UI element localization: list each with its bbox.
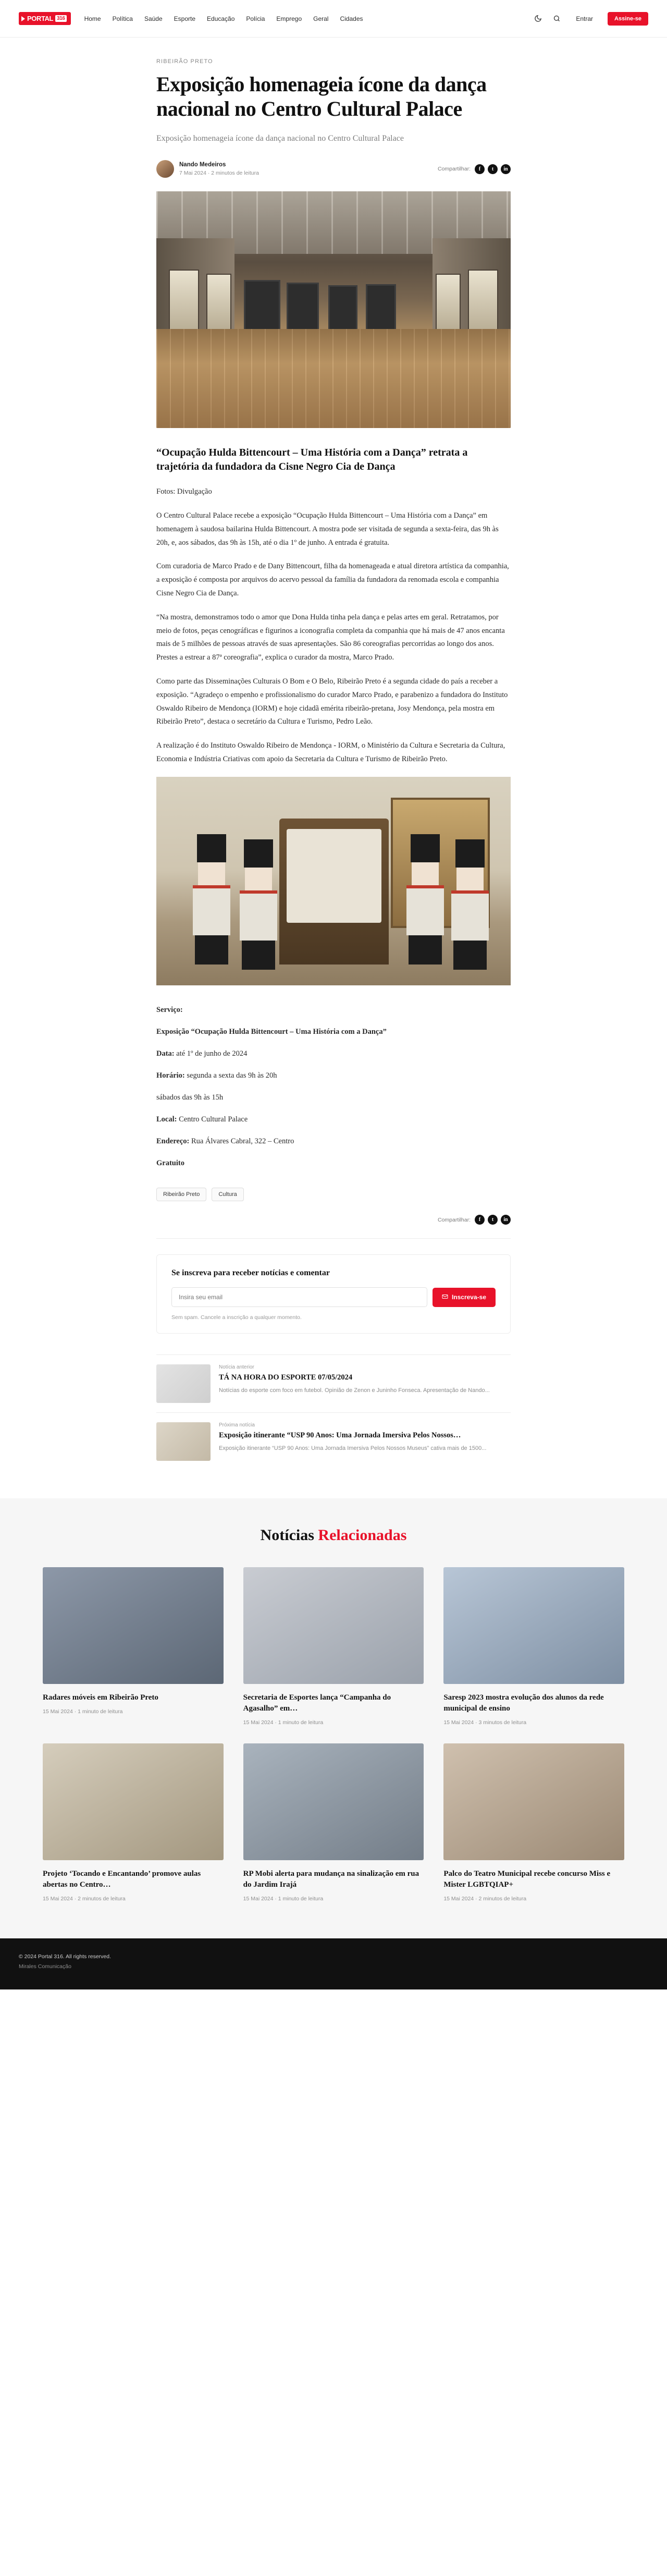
email-field[interactable] bbox=[171, 1287, 427, 1307]
article-kicker: RIBEIRÃO PRETO bbox=[156, 58, 213, 65]
article-subhead: “Ocupação Hulda Bittencourt – Uma História com a Dança” retrata a trajetória da fundadora da Cisne Negro Cia de Dança bbox=[156, 447, 468, 473]
hero-illustration bbox=[156, 191, 511, 428]
article-main bbox=[156, 38, 511, 1470]
photo-credit: Fotos: Divulgação bbox=[156, 487, 212, 496]
next-article-title: Exposição itinerante “USP 90 Anos: Uma Jornada Imersiva Pelos Nossos… bbox=[219, 1431, 461, 1440]
related-card-thumb bbox=[43, 1743, 224, 1860]
article-paragraph: Como parte das Disseminações Culturais O Bom e O Belo, Ribeirão Preto é a segunda cidade do país a receber a exposição. “Agradeço o empenho e profissionalismo do curador Marco Prado, e parabenizo a fundadora do Instituto Oswaldo Ribeiro de Mendonça (IORM) e hoje cidadã emérita ribeirão-pretana, Josy Mendonça, pela mostra em Ribeirão Preto”, destaca o secretário da Cultura e Turismo, Pedro Leão. bbox=[156, 677, 508, 726]
related-card-thumb bbox=[443, 1567, 624, 1684]
prev-article-label: Notícia anterior bbox=[219, 1364, 254, 1371]
article-paragraph: “Na mostra, demonstramos todo o amor que Dona Hulda tinha pela dança e pelas artes em geral. Retratamos, por meio de fotos, peças cenográficas e figurinos a iconografia completa da companhia que há mais de 47 anos encanta mais de 5 milhões de pessoas através de suas apresentações. São 86 coreografias percorridas ao longo dos anos. Prestes a estrear a 87ª coreografia”, explica o curador da mostra, Marco Prado. bbox=[156, 613, 505, 662]
login-link[interactable]: Entrar bbox=[576, 15, 594, 22]
related-heading-part2: Relacionadas bbox=[318, 1527, 407, 1544]
play-arrow-icon bbox=[21, 16, 25, 21]
tag-item[interactable]: Cultura bbox=[212, 1188, 243, 1201]
related-card-meta: 15 Mai 2024 · 2 minutos de leitura bbox=[443, 1896, 527, 1902]
share-bottom bbox=[156, 1215, 511, 1239]
footer-credit: Mirales Comunicação bbox=[19, 1963, 71, 1970]
related-card-meta: 15 Mai 2024 · 2 minutos de leitura bbox=[43, 1896, 126, 1902]
service-label: Endereço: bbox=[156, 1137, 190, 1146]
service-value: sábados das 9h às 15h bbox=[156, 1093, 224, 1102]
twitter-icon[interactable]: t bbox=[488, 1215, 498, 1225]
subscribe-newsletter-button[interactable] bbox=[433, 1288, 496, 1307]
copyright-text: © 2024 Portal 316. All rights reserved. bbox=[19, 1954, 111, 1960]
service-line bbox=[156, 1113, 511, 1126]
related-card-meta: 15 Mai 2024 · 1 minuto de leitura bbox=[243, 1896, 324, 1902]
page-title: Exposição homenageia ícone da dança nacional no Centro Cultural Palace bbox=[156, 72, 487, 121]
related-card-meta: 15 Mai 2024 · 3 minutos de leitura bbox=[443, 1719, 527, 1726]
prev-article-title: TÁ NA HORA DO ESPORTE 07/05/2024 bbox=[219, 1373, 353, 1382]
prev-article-thumb bbox=[156, 1364, 211, 1403]
header-actions bbox=[533, 12, 648, 26]
service-label: Data: bbox=[156, 1049, 175, 1058]
service-value: Rua Álvares Cabral, 322 – Centro bbox=[189, 1137, 294, 1146]
nav-item-geral[interactable]: Geral bbox=[313, 15, 329, 22]
newsletter-button-label: Inscreva-se bbox=[451, 1293, 486, 1301]
related-card-title: Projeto ‘Tocando e Encantando’ promove aulas abertas no Centro… bbox=[43, 1870, 201, 1889]
service-line bbox=[156, 1156, 511, 1170]
service-line bbox=[156, 1047, 511, 1060]
related-card-title: RP Mobi alerta para mudança na sinalização em rua do Jardim Irajá bbox=[243, 1870, 419, 1889]
next-article-thumb bbox=[156, 1422, 211, 1461]
nav-item-cidades[interactable]: Cidades bbox=[340, 15, 363, 22]
related-card-meta: 15 Mai 2024 · 1 minuto de leitura bbox=[43, 1708, 123, 1715]
related-card-title: Secretaria de Esportes lança “Campanha do Agasalho” em… bbox=[243, 1693, 391, 1713]
service-label: Exposição “Ocupação Hulda Bittencourt – Uma História com a Dança” bbox=[156, 1027, 387, 1036]
related-card[interactable] bbox=[443, 1567, 624, 1726]
related-card-thumb bbox=[443, 1743, 624, 1860]
share-top bbox=[438, 164, 511, 174]
article-paragraph: A realização é do Instituto Oswaldo Ribeiro de Mendonça - IORM, o Ministério da Cultura e Secretaria da Cultura, Economia e Indústria Criativas com apoio da Secretaria da Cultura e Turismo de Ribeirão Preto. bbox=[156, 741, 505, 763]
next-article-label: Próxima notícia bbox=[219, 1422, 255, 1429]
related-card-thumb bbox=[43, 1567, 224, 1684]
nav-item-policia[interactable]: Polícia bbox=[246, 15, 265, 22]
article-image-2 bbox=[156, 777, 511, 985]
related-section bbox=[0, 1498, 667, 1938]
related-card[interactable] bbox=[243, 1567, 424, 1726]
hero-image bbox=[156, 191, 511, 428]
service-label: Gratuito bbox=[156, 1159, 184, 1168]
nav-item-educacao[interactable]: Educação bbox=[207, 15, 235, 22]
logo-number: 316 bbox=[55, 15, 67, 22]
service-label: Local: bbox=[156, 1115, 177, 1124]
related-card[interactable] bbox=[43, 1567, 224, 1726]
related-card-thumb bbox=[243, 1567, 424, 1684]
service-label: Horário: bbox=[156, 1071, 185, 1080]
related-heading bbox=[43, 1527, 624, 1544]
byline bbox=[156, 160, 511, 178]
service-label: Serviço: bbox=[156, 1005, 183, 1014]
avatar bbox=[156, 160, 174, 178]
service-value: Centro Cultural Palace bbox=[177, 1115, 248, 1124]
related-card[interactable] bbox=[243, 1743, 424, 1902]
service-line bbox=[156, 1069, 511, 1082]
subscribe-button[interactable]: Assine-se bbox=[608, 12, 648, 26]
service-value: até 1º de junho de 2024 bbox=[174, 1049, 248, 1058]
newsletter-note: Sem spam. Cancele a inscrição a qualquer momento. bbox=[171, 1314, 302, 1321]
linkedin-icon[interactable]: in bbox=[501, 164, 511, 174]
related-heading-part1: Notícias bbox=[260, 1527, 318, 1544]
share-label: Compartilhar: bbox=[437, 1216, 471, 1223]
service-line bbox=[156, 1091, 511, 1104]
next-article-link[interactable] bbox=[156, 1412, 511, 1470]
service-line bbox=[156, 1025, 511, 1039]
newsletter-form bbox=[171, 1287, 496, 1307]
service-value: segunda a sexta das 9h às 20h bbox=[184, 1071, 277, 1080]
newsletter-box bbox=[156, 1254, 511, 1334]
article-meta: 7 Mai 2024 · 2 minutos de leitura bbox=[179, 169, 259, 176]
related-card-title: Radares móveis em Ribeirão Preto bbox=[43, 1693, 158, 1702]
moon-icon[interactable] bbox=[533, 14, 542, 23]
twitter-icon[interactable]: t bbox=[488, 164, 498, 174]
search-icon[interactable] bbox=[552, 14, 561, 23]
service-line bbox=[156, 1134, 511, 1148]
tag-list bbox=[156, 1188, 511, 1201]
tag-item[interactable]: Ribeirão Preto bbox=[156, 1188, 206, 1201]
facebook-icon[interactable]: f bbox=[475, 164, 485, 174]
related-card-title: Palco do Teatro Municipal recebe concurso Miss e Mister LGBTQIAP+ bbox=[443, 1870, 611, 1889]
article-standfirst: Exposição homenageia ícone da dança nacional no Centro Cultural Palace bbox=[156, 134, 404, 143]
article-paragraph: O Centro Cultural Palace recebe a exposição “Ocupação Hulda Bittencourt – Uma História com a Dança” em homenagem à saudosa bailarina Hulda Bittencourt. A mostra pode ser visitada de segunda a sexta-feira, das 9h às 20h, e, aos sábados, das 9h às 15h, até o dia 1º de junho. A entrada é gratuita. bbox=[156, 511, 499, 547]
related-card-title: Saresp 2023 mostra evolução dos alunos da rede municipal de ensino bbox=[443, 1693, 604, 1713]
main-nav bbox=[84, 15, 363, 22]
related-grid bbox=[43, 1567, 624, 1902]
next-article-desc: Exposição itinerante “USP 90 Anos: Uma Jornada Imersiva Pelos Nossos Museus” cativa mais de 1500... bbox=[219, 1445, 487, 1452]
site-logo[interactable] bbox=[19, 12, 71, 25]
site-header bbox=[0, 0, 667, 38]
related-card[interactable] bbox=[43, 1743, 224, 1902]
facebook-icon[interactable]: f bbox=[475, 1215, 485, 1225]
article-paragraph: Com curadoria de Marco Prado e de Dany Bittencourt, filha da homenageada e atual diretora artística da companhia, a exposição é composta por arquivos do acervo pessoal da família da fundadora da renomada escola e companhia Cisne Negro Cia de Dança. bbox=[156, 562, 509, 597]
author-name[interactable]: Nando Medeiros bbox=[179, 161, 226, 168]
prev-article-link[interactable] bbox=[156, 1354, 511, 1412]
related-card-thumb bbox=[243, 1743, 424, 1860]
nav-item-politica[interactable]: Política bbox=[112, 15, 133, 22]
related-card[interactable] bbox=[443, 1743, 624, 1902]
logo-badge bbox=[19, 12, 71, 25]
related-card-meta: 15 Mai 2024 · 1 minuto de leitura bbox=[243, 1719, 324, 1726]
nav-item-home[interactable]: Home bbox=[84, 15, 101, 22]
nav-item-emprego[interactable]: Emprego bbox=[276, 15, 302, 22]
newsletter-title: Se inscreva para receber notícias e comentar bbox=[171, 1268, 330, 1278]
nav-item-esporte[interactable]: Esporte bbox=[174, 15, 196, 22]
share-label: Compartilhar: bbox=[437, 166, 471, 173]
site-footer bbox=[0, 1938, 667, 1989]
nav-item-saude[interactable]: Saúde bbox=[144, 15, 163, 22]
service-heading bbox=[156, 1003, 511, 1017]
prev-article-desc: Notícias do esporte com foco em futebol. Opinião de Zenon e Juninho Fonseca. Apresentação de Nando... bbox=[219, 1387, 490, 1394]
logo-text: PORTAL bbox=[27, 15, 54, 22]
envelope-icon bbox=[442, 1293, 448, 1301]
linkedin-icon[interactable]: in bbox=[501, 1215, 511, 1225]
